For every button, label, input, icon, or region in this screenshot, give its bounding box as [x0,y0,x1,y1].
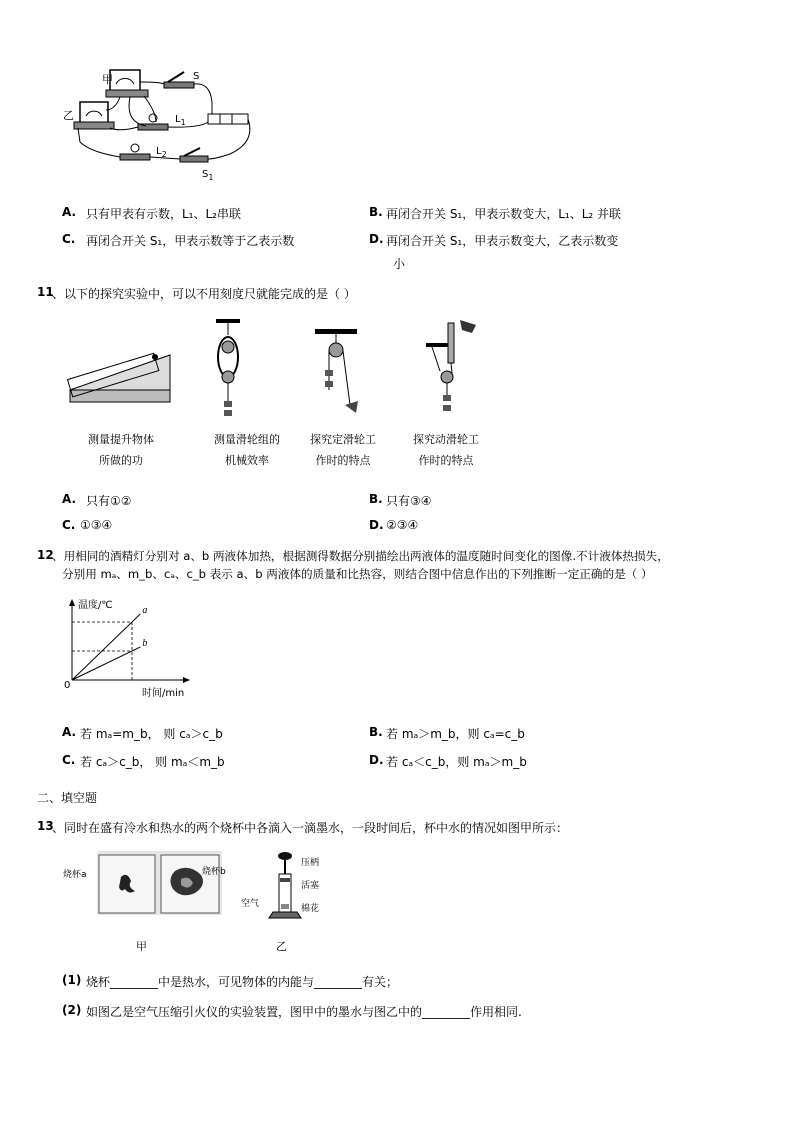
q12-option-c-letter: C. [62,753,76,767]
fire-syringe-figure [265,850,305,920]
label-s: S [193,71,200,82]
q11-stem: 、以下的探究实验中，可以不用刻度尺就能完成的是（ ） [52,287,356,301]
q13-sub1-number: (1) [62,973,82,987]
q10-option-c-letter: C. [62,232,76,246]
q12-stem-line2: 分别用 mₐ、m_b、cₐ、c_b 表示 a、b 两液体的质量和比热容，则结合图中信息作出的下列推断一定正确的是（ ） [62,567,653,581]
fire-syringe-illustration [265,850,305,920]
series-label-b: b [142,637,148,649]
q10-option-d-letter: D. [369,232,384,246]
q12-number: 12 [37,548,54,562]
q10-option-c-text: 再闭合开关 S₁，甲表示数等于乙表示数 [86,234,295,248]
q13-sub1-text: 烧杯________中是热水，可见物体的内能与________有关； [86,975,399,989]
q11-caption-2: 测量滑轮组的 机械效率 [214,433,280,467]
q13-sub2-number: (2) [62,1003,82,1017]
q10-option-b-text: 再闭合开关 S₁，甲表示数变大，L₁、L₂ 并联 [386,207,622,221]
q12-option-a-text: 若 mₐ=m_b， 则 cₐ＞c_b [80,727,223,741]
q11-option-b-text: 只有③④ [386,494,432,508]
series-line-b [72,647,140,680]
circuit-figure [60,62,270,187]
q11-number: 11 [37,285,54,299]
q11-option-c-text: ①③④ [80,518,113,532]
q10-option-a-letter: A. [62,205,77,219]
label-l1: $L_1$ [175,114,186,127]
x-axis-label: 时间/min [142,688,185,699]
chart-svg [62,598,197,698]
q11-option-d-letter: D. [369,518,384,532]
x-axis-arrow [183,677,190,683]
figure-label-yi: 乙 [276,940,287,953]
q11-option-a-text: 只有①② [86,494,132,508]
section-title-fill-blank: 二、填空题 [37,791,98,805]
origin-label: 0 [64,680,71,691]
label-handle: 压柄 [301,858,320,868]
q12-option-b-letter: B. [369,725,383,739]
q12-option-c-text: 若 cₐ＞c_b， 则 mₐ＜m_b [80,755,225,769]
q11-option-c-letter: C. [62,518,76,532]
q10-option-d-continuation: 小 [393,257,406,271]
beakers-illustration [97,851,222,915]
q11-figures [60,315,500,425]
label-beaker-b: 烧杯b [202,867,226,877]
label-yi: 乙 [63,109,74,122]
label-jia: 甲 [102,73,113,86]
label-air: 空气 [241,899,260,909]
q12-option-a-letter: A. [62,725,77,739]
figure-label-jia: 甲 [136,940,147,953]
q11-option-b-letter: B. [369,492,383,506]
beakers-photo [97,851,222,915]
q11-option-d-text: ②③④ [386,518,419,532]
q12-option-d-text: 若 cₐ＜c_b，则 mₐ＞m_b [386,755,527,769]
q13-stem: 、同时在盛有冷水和热水的两个烧杯中各滴入一滴墨水，一段时间后，杯中水的情况如图甲所示： [52,821,569,835]
q10-option-a-text: 只有甲表有示数，L₁、L₂串联 [86,207,241,221]
q10-option-d-text: 再闭合开关 S₁，甲表示数变大，乙表示数变 [386,234,619,248]
label-cotton: 棉花 [301,904,320,914]
q11-caption-4: 探究动滑轮工 作时的特点 [413,433,479,467]
q12-option-d-letter: D. [369,753,384,767]
y-axis-label: 温度/℃ [78,600,113,611]
label-s1: $S_1$ [202,169,214,182]
q10-option-b-letter: B. [369,205,383,219]
q13-number: 13 [37,819,54,833]
q11-option-a-letter: A. [62,492,77,506]
label-piston: 活塞 [301,881,320,891]
temperature-time-chart [62,598,197,698]
y-axis-arrow [69,599,75,606]
q13-sub2-text: 如图乙是空气压缩引火仪的实验装置，图甲中的墨水与图乙中的________作用相同. [86,1005,522,1019]
q12-stem-line1: 、用相同的酒精灯分别对 a、b 两液体加热，根据测得数据分别描绘出两液体的温度随时间变化的图像.不计液体热损失， [52,549,669,563]
q11-caption-3: 探究定滑轮工 作时的特点 [310,433,376,467]
q12-option-b-text: 若 mₐ＞m_b，则 cₐ=c_b [386,727,525,741]
label-l2: $L_2$ [156,146,167,159]
series-label-a: a [142,604,148,616]
circuit-diagram [60,62,270,187]
q11-caption-1: 测量提升物体 所做的功 [88,433,154,467]
label-beaker-a: 烧杯a [63,870,87,880]
series-line-a [72,614,140,680]
pulley-experiments [60,315,500,425]
